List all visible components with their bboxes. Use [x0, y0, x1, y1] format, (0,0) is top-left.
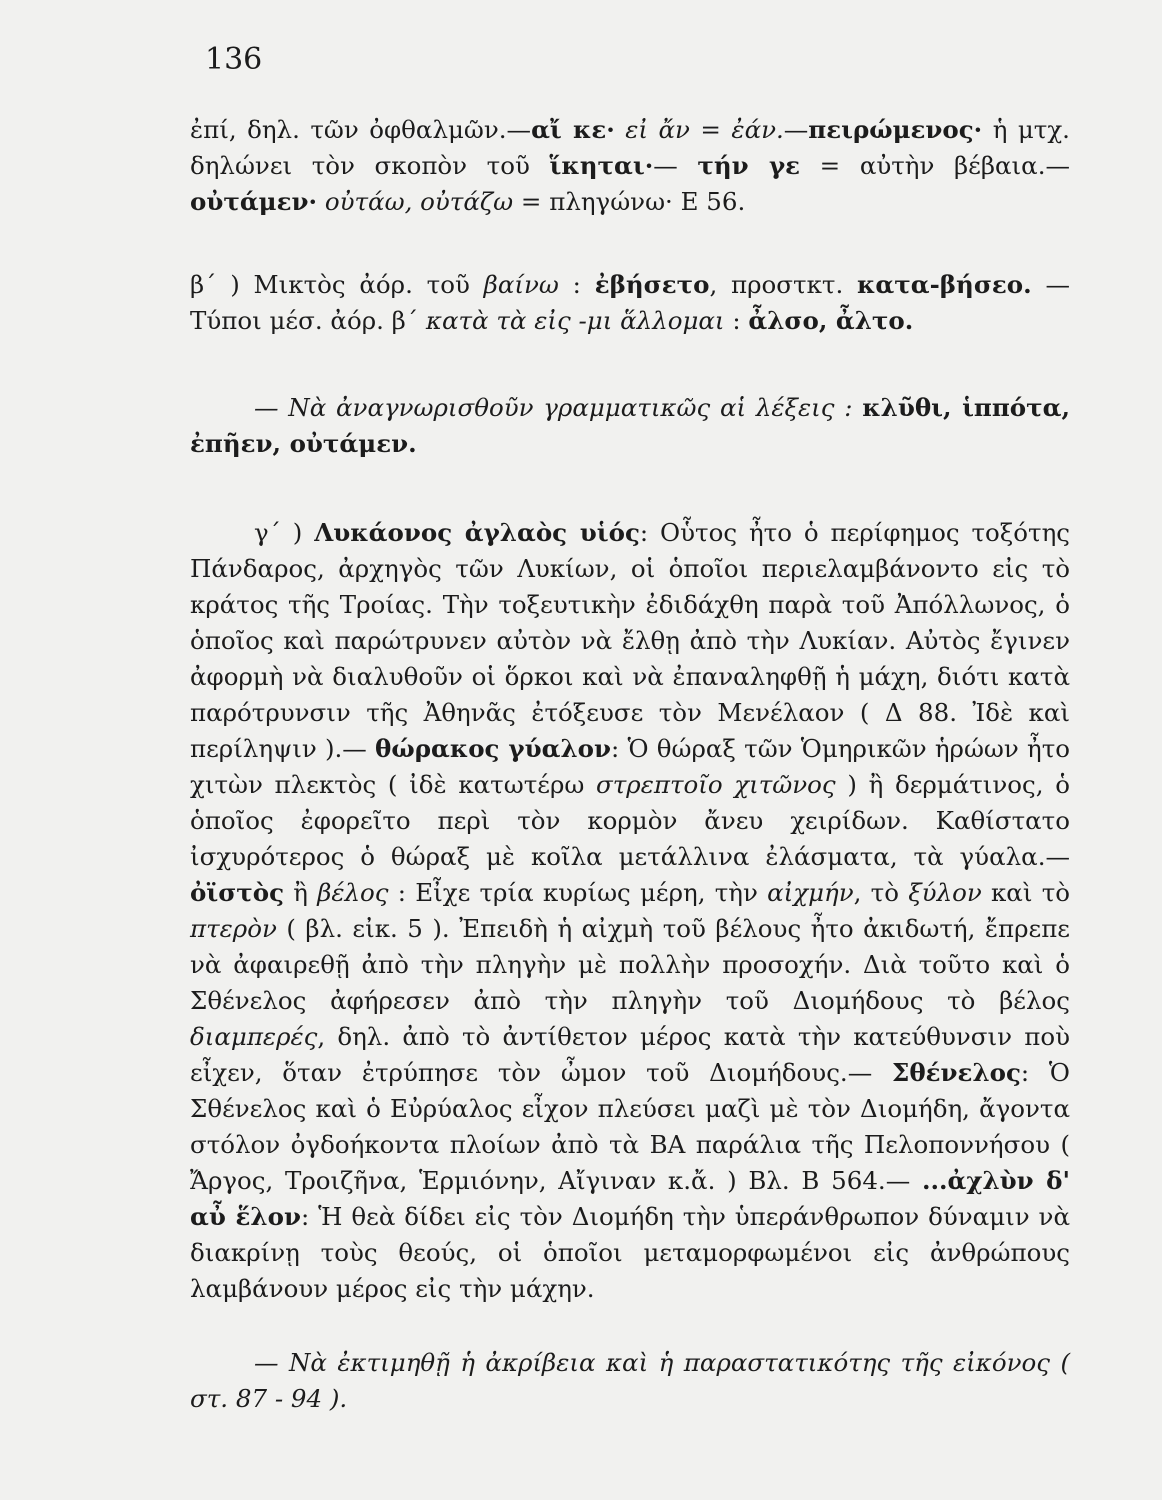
text-run: ( βλ. εἰκ. 5 ). Ἐπειδὴ ἡ αἰχμὴ τοῦ βέλους ἦτο ἀκιδωτή, ἔπρεπε νὰ ἀφαιρεθῇ ἀπὸ τὴν πληγὴν μὲ πολλὴν προσοχήν. Διὰ τοῦτο καὶ ὁ Σθένελος ἀφήρεσεν ἀπὸ τὴν πληγὴν τοῦ Διομήδους τὸ βέλος — [190, 914, 1070, 1015]
text-run: β΄ ) Μικτὸς ἀόρ. τοῦ — [190, 270, 484, 299]
text-run: : — [558, 270, 595, 299]
italic-instruction: — Νὰ ἀναγνωρισθοῦν γραμματικῶς αἱ λέξεις : — [254, 393, 853, 422]
text-run: : — [724, 306, 749, 335]
text-run: : Ὁ θώραξ τῶν Ὁμηρικῶν ἡρώων ἦτο χιτὼν πλεκτὸς ( ἰδὲ κατωτέρω — [190, 734, 1070, 799]
bold-term: Λυκάονος ἀγλαὸς υἱός — [314, 518, 640, 547]
bold-term: οὐτάμεν· — [190, 187, 318, 216]
text-run: : Εἶχε τρία κυρίως μέρη, τὴν — [388, 878, 768, 907]
italic-term: βέλος — [317, 878, 389, 907]
section-exercise-1 — [190, 390, 1070, 462]
section-glosses-1 — [190, 112, 1070, 220]
text-run: = πληγώνω· Ε 56. — [513, 187, 746, 216]
text-run: ἐπί, δηλ. τῶν ὀφθαλμῶν.— — [190, 115, 532, 144]
bold-term: ἆλσο, ἆλτο. — [748, 306, 914, 335]
italic-term: αἰχμήν — [767, 878, 854, 907]
bold-term: ἐβήσετο — [594, 270, 710, 299]
italic-term: εἰ ἄν = ἐάν. — [625, 115, 784, 144]
italic-term: πτερὸν — [190, 914, 277, 943]
text-run: , δηλ. ἀπὸ τὸ ἀντίθετον μέρος κατὰ τὴν κατεύθυνσιν ποὺ εἶχεν, ὅταν ἐτρύπησε τὸν ὦμον τοῦ Διομήδους.— — [190, 1022, 1070, 1087]
text-run: — — [783, 115, 809, 144]
text-run: — Τύποι μέσ. ἀόρ. β΄ — [190, 270, 1070, 335]
bold-term: κλῦθι, ἱππότα, ἐπῆεν, οὐτάμεν. — [190, 393, 1070, 458]
text-run: : Οὗτος ἦτο ὁ περίφημος τοξότης Πάνδαρος, ἀρχηγὸς τῶν Λυκίων, οἱ ὁποῖοι περιελαμβάνοντο εἰς τὸ κράτος τῆς Τροίας. Τὴν τοξευτικὴν ἐδιδάχθη παρὰ τοῦ Ἀπόλλωνος, ὁ ὁποῖος καὶ παρώτρυνεν αὐτὸν νὰ ἔλθῃ ἀπὸ τὴν Λυκίαν. Αὐτὸς ἔγινεν ἀφορμὴ νὰ διαλυθοῦν οἱ ὅρκοι καὶ νὰ ἐπαναληφθῇ ἡ μάχη, διότι κατὰ παρότρυνσιν τῆς Ἀθηνᾶς ἐτόξευσε τὸν Μενέλαον ( Δ 88. Ἰδὲ καὶ περίληψιν ).— — [190, 518, 1070, 763]
text-run: , τὸ — [853, 878, 909, 907]
text-run: καὶ τὸ — [981, 878, 1070, 907]
bold-term: Σθένελος — [892, 1058, 1021, 1087]
italic-term: στρεπτοῖο χιτῶνος — [596, 770, 836, 799]
text-run — [317, 187, 325, 216]
bold-term: ἵκηται· — [549, 151, 654, 180]
italic-term: κατὰ τὰ εἰς -μι ἅλλομαι — [425, 306, 725, 335]
italic-term: βαίνω — [483, 270, 559, 299]
bold-term: αἴ κε· — [531, 115, 615, 144]
bold-term: τήν γε — [697, 151, 801, 180]
italic-term: οὐτάω, οὐτάζω — [324, 187, 514, 216]
text-run: , προστκτ. — [709, 270, 858, 299]
bold-term: πειρώμενος· — [808, 115, 983, 144]
text-run — [615, 115, 625, 144]
text-run: = αὐτὴν βέβαια.— — [800, 151, 1070, 180]
text-run — [853, 393, 863, 422]
section-exercise-2 — [190, 1345, 1070, 1417]
text-run: : Ἡ θεὰ δίδει εἰς τὸν Διομήδη τὴν ὑπεράνθρωπον δύναμιν νὰ διακρίνῃ τοὺς θεούς, οἱ ὁποῖοι μεταμορφωμένοι εἰς ἀνθρώπους λαμβάνουν μέρος εἰς τὴν μάχην. — [190, 1202, 1070, 1303]
section-gamma — [190, 515, 1070, 1307]
section-beta — [190, 267, 1070, 339]
text-run: — — [653, 151, 698, 180]
text-run: ἢ — [284, 878, 318, 907]
text-run: : Ὁ Σθένελος καὶ ὁ Εὐρύαλος εἶχον πλεύσει μαζὶ μὲ τὸν Διομήδη, ἄγοντα στόλον ὀγδοήκοντα πλοίων ἀπὸ τὰ ΒΑ παράλια τῆς Πελοποννήσου ( Ἄργος, Τροιζῆνα, Ἑρμιόνην, Αἴγιναν κ.ἄ. ) Βλ. Β 564.— — [190, 1058, 1070, 1195]
text-run: ἡ μτχ. δηλώνει τὸν σκοπὸν τοῦ — [190, 115, 1070, 180]
bold-term: ...ἀχλὺν δ' αὖ ἕλον — [190, 1166, 1070, 1231]
text-run: γ΄ ) — [254, 518, 315, 547]
bold-term: ὀϊστὸς — [190, 878, 285, 907]
text-run: ) ἢ δερμάτινος, ὁ ὁποῖος ἐφορεῖτο περὶ τὸν κορμὸν ἄνευ χειρίδων. Καθίστατο ἰσχυρότερος ὁ θώραξ μὲ κοῖλα μετάλλινα ἐλάσματα, τὰ γύαλα.— — [190, 770, 1070, 871]
italic-term: ξύλον — [908, 878, 982, 907]
bold-term: θώρακος γύαλον — [375, 734, 611, 763]
italic-instruction: — Νὰ ἐκτιμηθῇ ἡ ἀκρίβεια καὶ ἡ παραστατικότης τῆς εἰκόνος ( στ. 87 - 94 ). — [190, 1348, 1070, 1413]
bold-term: κατα-βήσεο. — [857, 270, 1032, 299]
italic-term: διαμπερές — [190, 1022, 318, 1051]
page-number: 136 — [205, 42, 263, 77]
